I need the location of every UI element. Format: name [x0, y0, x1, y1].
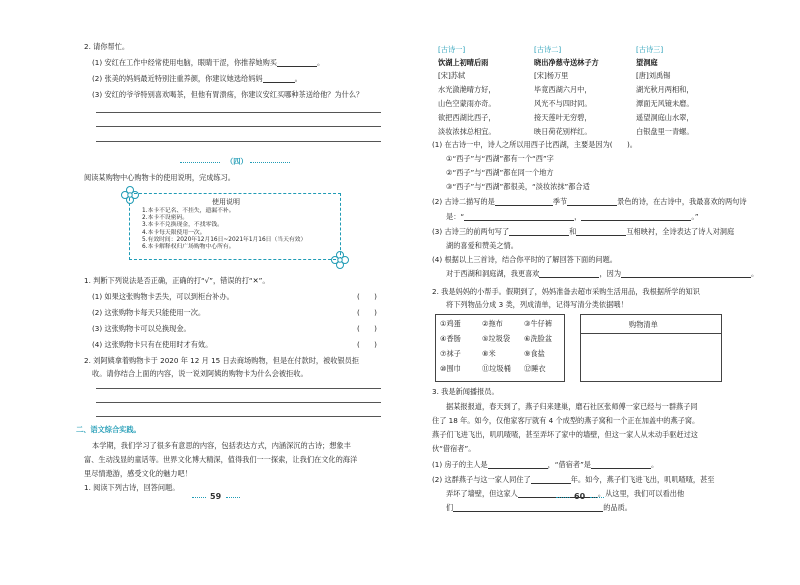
poem-line: 水光潋滟晴方好， [438, 85, 496, 94]
poem-title: 饮湖上初晴后雨 [438, 58, 489, 67]
poem-title: 望洞庭 [636, 58, 658, 67]
item-option: ③牛仔裤 [524, 319, 553, 328]
text: ， [574, 212, 582, 221]
question: (3) 古诗三的前两句写了 [432, 227, 510, 236]
answer-line[interactable] [96, 388, 381, 389]
poem-line: 毕竟西湖六月中， [534, 85, 592, 94]
answer-line[interactable] [495, 197, 553, 206]
read-intro: 阅读某购物中心购物卡的使用说明，完成练习。 [84, 173, 235, 182]
answer-line[interactable] [464, 212, 574, 221]
section-4-heading: （四） [226, 157, 248, 166]
items-grid [435, 314, 565, 382]
paragraph: 里尽情遨游，感受文化的魅力吧！ [84, 469, 192, 478]
text: 和 [569, 227, 577, 236]
text: 互相映衬，全诗表达了诗人对洞庭 [626, 227, 735, 236]
poem-line: 淡妆浓抹总相宜。 [438, 127, 496, 136]
card-rules [142, 208, 306, 251]
answer-line[interactable] [531, 475, 571, 484]
option: ②“西子”与“西湖”都在同一个地方 [446, 168, 554, 177]
usage-card [129, 193, 341, 260]
text: 弄坏了墙壁，但这家人 [446, 489, 518, 498]
poem-line: 欲把西湖比西子， [438, 113, 496, 122]
q2-2: (2) 张美的妈妈最近特别注重养颜，你建议她选给妈妈 [92, 74, 263, 83]
card-rule: 5.有效时间：2020年12月16日~2021年1月16日（当天有效） [142, 236, 307, 243]
question: 2. 我是妈妈的小帮手。假期到了，妈妈准备去超市采购生活用品，我根据所学的知识 [432, 287, 700, 296]
q2-read-b: 收。请你结合上面的内容，说一说刘阿姨的购物卡为什么会被拒收。 [92, 369, 308, 378]
poem-line: 潭面无风镜未磨。 [636, 99, 694, 108]
question: (2) 古诗二描写的是 [432, 197, 495, 206]
item-option: ⑪垃圾桶 [482, 364, 511, 373]
answer-line[interactable] [96, 112, 381, 113]
left-page: 2. 请你帮忙。 (1) 安红在工作中经常使用电脑，眼睛干涩，你推荐她购买 。 (2) 张美的妈妈最近特别注重养颜，你建议她选给妈妈 。 (3) 安红的爷爷特别喜欢喝茶，但他有胃溃疡，你建议安红买哪种茶送给他？为什么？ （四） 阅读某购物中心购物卡的使用说明，完成练习。 使用说明 1.本卡不记名、不挂失，遗漏不补。 2.本卡不设密码。 3.本卡不兑换现金，不找零钱。 4.本卡每天限使用一次。 5.有效时间：2020年12月16日~2021年1月16日（当天有效） 6.本卡解释权归广场购物中心所有。 1. 判断下列说法是否正确，正确的打“√”，错误的打“✕”。 (1) 如果这张购物卡丢失，可以到柜台补办。 ( ) (2) 这张购物卡每天只能使用一次。 ( ) (3) 这张购物卡可以兑换现金。 ( ) (4) 这张购物卡只有在使用时才有效。 ( ) 2. 刘阿姨拿着购物卡于 2020 年 12 月 15 日去商场购物，但是在付款时，被收银员拒 收。请你结合上面的内容，说一说刘阿姨的购物卡为什么会被拒收。 二、语文综合实践。 本学期，我们学习了很多有意思的内容，包括表达方式，内涵深沉的古诗；想象丰 富、生动浅显的童话等。世界文化博大精深，值得我们一一探索，让我们在文化的海洋 里尽情遨游，感受文化的魅力吧！ 1. 阅读下列古诗，回答问题。 59 [0, 0, 400, 585]
question: (1) 在古诗一中，诗人之所以用西子比西湖，主要是因为 [432, 140, 610, 149]
card-rule: 1.本卡不记名、不挂失，遗漏不补。 [142, 208, 235, 214]
poem-author: [宋]苏轼 [438, 71, 466, 80]
poem-line: 山色空蒙雨亦奇。 [438, 99, 496, 108]
text: ，因为 [599, 269, 622, 278]
card-rule: 3.本卡不兑换现金，不找零钱。 [142, 222, 223, 229]
poem-tag: [古诗一] [438, 45, 466, 54]
option: ③“西子”与“西湖”都很美，“淡妆浓抹”都合适 [446, 182, 590, 191]
item-option: ⑦袜子 [440, 349, 461, 358]
paragraph: 富、生动浅显的童话等。世界文化博大精深，值得我们一一探索，让我们在文化的海洋 [84, 455, 358, 464]
item-option: ⑨食盐 [524, 349, 545, 358]
shopping-list-box[interactable] [580, 314, 722, 382]
item-option: ⑫睡衣 [524, 364, 546, 373]
answer-line[interactable] [96, 416, 381, 417]
q2-3: (3) 安红的爷爷特别喜欢喝茶，但他有胃溃疡，你建议安红买哪种茶送给他？为什么？ [92, 90, 364, 99]
option: ①“西子”与“西湖”都有一个“西”字 [446, 154, 554, 163]
page-number: 60 [574, 492, 586, 501]
judge-item: (3) 这张购物卡可以兑换现金。 [92, 324, 191, 333]
poem-line: 风光不与四时同。 [534, 99, 592, 108]
item-option: ⑧米 [482, 349, 496, 358]
card-rule: 2.本卡不设密码。 [142, 215, 189, 222]
question: 3. 我是新闻播报员。 [432, 387, 499, 396]
q2-1: (1) 安红在工作中经常使用电脑，眼睛干涩，你推荐她购买 [92, 58, 277, 67]
answer-line[interactable] [591, 460, 651, 469]
question: (4) 根据以上三首诗，结合你平时的了解回答下面的问题。 [432, 255, 617, 264]
question: (1) 房子的主人是 [432, 460, 488, 469]
answer-line[interactable] [277, 58, 317, 67]
poem-line: 白银盘里一青螺。 [636, 127, 694, 136]
flower-icon [330, 250, 350, 270]
text: 季节 [552, 197, 568, 206]
paragraph: 本学期，我们学习了很多有意思的内容，包括表达方式，内涵深沉的古诗；想象丰 [92, 441, 351, 450]
answer-line[interactable] [96, 141, 381, 142]
answer-line[interactable] [453, 503, 603, 512]
text: ，“借宿者”是 [547, 460, 591, 469]
answer-line[interactable] [539, 269, 599, 278]
text: 。” [691, 212, 699, 221]
q2-title: 2. 请你帮忙。 [84, 42, 130, 51]
right-page: [古诗一] 饮湖上初晴后雨 [宋]苏轼 水光潋滟晴方好， 山色空蒙雨亦奇。 欲把西湖比西子， 淡妆浓抹总相宜。 [古诗二] 晓出净慈寺送林子方 [宋]杨万里 毕竟西湖六月中， 风光不与四时同。 接天莲叶无穷碧， 映日荷花别样红。 [古诗三] 望洞庭 [唐]刘禹锡 湖光秋月两相和， 潭面无风镜未磨。 遥望洞庭山水翠， 白银盘里一青螺。 (1) 在古诗一中，诗人之所以用西子比西湖，主要是因为( )。 ①“西子”与“西湖”都有一个“西”字 ②“西子”与“西湖”都在同一个地方 ③“西子”与“西湖”都很美，“淡妆浓抹”都合适 (2) 古诗二描写的是 季节 景色的诗，在古诗中，我最喜欢的两句诗 是：“ ， 。” (3) 古诗三的前两句写了 和 互相映衬，全诗表达了诗人对洞庭 湖的喜爱和赞美之情。 (4) 根据以上三首诗，结合你平时的了解回答下面的问题。 对于西湖和洞庭湖，我更喜欢 ，因为 。 2. 我是妈妈的小帮手。假期到了，妈妈准备去超市采购生活用品，我根据所学的知识 将下列物品分成 3 类，列成清单，记得写清分类依据哦！ ①鸡蛋 ②拖布 ③牛仔裤 ④香肠 ⑤垃圾袋 ⑥洗脸盆 ⑦袜子 ⑧米 ⑨食盐 ⑩围巾 ⑪垃圾桶 ⑫睡衣 购物清单 3. 我是新闻播报员。 据某报报道，春天到了，燕子归来建巢，磨石社区张师傅一家已经与一群燕子同 住了 18 年。如今，仅他家客厅就有 4 个成型的燕子窝和一个正在加盖中的燕子窝。 燕子们飞进飞出，叽叽喳喳，甚至弄坏了家中的墙壁，但这一家人从未动手驱赶过这 伙“借宿者”。 (1) 房子的主人是 ，“借宿者”是 。 (2) 这群燕子与这一家人同住了 年。如今，燕子们飞进飞出，叽叽喳喳，甚至 弄坏了墙壁，但这家人 。从这里，我们可以看出他 们 的品质。 60 [432, 45, 759, 512]
card-rule: 6.本卡解释权归广场购物中心所有。 [142, 244, 235, 251]
answer-line[interactable] [96, 402, 381, 403]
answer-line[interactable] [621, 269, 751, 278]
text: 对于西湖和洞庭湖，我更喜欢 [446, 269, 540, 278]
judge-title: 1. 判断下列说法是否正确，正确的打“√”，错误的打“✕”。 [84, 276, 270, 285]
answer-paren[interactable]: ( ) [357, 324, 377, 333]
text: 的品质。 [603, 503, 632, 512]
text: 景色的诗，在古诗中，我最喜欢的两句诗 [617, 197, 747, 206]
poem-tag: [古诗三] [636, 45, 664, 54]
news-line: 伙“借宿者”。 [432, 444, 476, 453]
poem-line: 遥望洞庭山水翠， [636, 113, 694, 122]
answer-line[interactable] [576, 227, 626, 236]
section-2-heading: 二、语文综合实践。 [76, 425, 141, 434]
page-number: 59 [210, 492, 222, 501]
poem-line: 湖光秋月两相和， [636, 85, 694, 94]
item-option: ⑩围巾 [440, 364, 461, 373]
answer-line[interactable] [567, 197, 617, 206]
answer-line[interactable] [96, 126, 381, 127]
text: 。从这里，我们可以看出他 [597, 489, 685, 498]
read-poem-title: 1. 阅读下列古诗，回答问题。 [84, 483, 180, 492]
judge-item: (1) 如果这张购物卡丢失，可以到柜台补办。 [92, 292, 234, 301]
judge-item: (4) 这张购物卡只有在使用时才有效。 [92, 340, 213, 349]
card-rule: 4.本卡每天限使用一次。 [142, 229, 206, 236]
text: 们 [446, 503, 454, 512]
text: 年。如今，燕子们飞进飞出，叽叽喳喳，甚至 [570, 475, 715, 484]
poem-author: [宋]杨万里 [534, 71, 569, 80]
news-line: 据某报报道，春天到了，燕子归来建巢，磨石社区张师傅一家已经与一群燕子同 [446, 402, 698, 411]
q2-read: 2. 刘阿姨拿着购物卡于 2020 年 12 月 15 日去商场购物，但是在付款时，被收银员拒 [84, 356, 360, 365]
answer-line[interactable] [263, 74, 295, 83]
item-option: ⑤垃圾袋 [482, 334, 511, 343]
answer-paren[interactable]: ( ) [357, 292, 377, 301]
poem-line: 接天莲叶无穷碧， [534, 113, 592, 122]
flower-icon [120, 185, 140, 205]
answer-paren[interactable]: ( )。 [609, 140, 637, 149]
item-option: ⑥洗脸盆 [524, 334, 553, 343]
poem-title: 晓出净慈寺送林子方 [534, 58, 599, 67]
divider [581, 333, 721, 334]
text: 湖的喜爱和赞美之情。 [446, 241, 518, 250]
question: 将下列物品分成 3 类，列成清单，记得写清分类依据哦！ [446, 300, 628, 309]
item-option: ④香肠 [440, 334, 461, 343]
news-line: 住了 18 年。如今，仅他家客厅就有 4 个成型的燕子窝和一个正在加盖中的燕子窝。 [432, 416, 700, 425]
answer-paren[interactable]: ( ) [357, 308, 377, 317]
shopping-list-title: 购物清单 [629, 320, 658, 329]
item-option: ②拖布 [482, 319, 503, 328]
poem-tag: [古诗二] [534, 45, 562, 54]
answer-line[interactable] [488, 460, 548, 469]
answer-line[interactable] [581, 212, 691, 221]
card-title: 使用说明 [212, 198, 240, 206]
item-option: ①鸡蛋 [440, 319, 461, 328]
judge-item: (2) 这张购物卡每天只能使用一次。 [92, 308, 206, 317]
text: 是：“ [446, 212, 465, 221]
poem-author: [唐]刘禹锡 [636, 71, 671, 80]
poem-line: 映日荷花别样红。 [534, 127, 592, 136]
news-line: 燕子们飞进飞出，叽叽喳喳，甚至弄坏了家中的墙壁，但这一家人从未动手驱赶过这 [432, 430, 698, 439]
answer-line[interactable] [509, 227, 569, 236]
question: (2) 这群燕子与这一家人同住了 [432, 475, 531, 484]
answer-paren[interactable]: ( ) [357, 340, 377, 349]
